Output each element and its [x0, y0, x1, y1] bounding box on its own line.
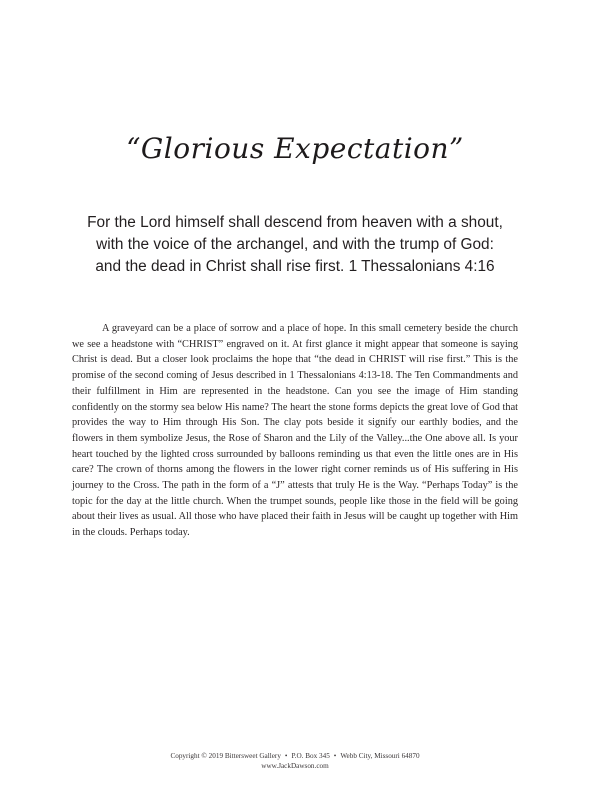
verse-line-2: with the voice of the archangel, and with the trump of God:	[96, 236, 494, 253]
verse-line-1: For the Lord himself shall descend from heaven with a shout,	[87, 214, 503, 231]
footer-city: Webb City, Missouri 64870	[340, 752, 420, 760]
footer-separator: •	[284, 752, 288, 760]
verse-line-3: and the dead in Christ shall rise first. 1 Thessalonians 4:16	[95, 258, 495, 275]
footer-website[interactable]: www.JackDawson.com	[261, 762, 329, 770]
footer-address-row	[0, 751, 590, 761]
footer	[0, 751, 590, 771]
footer-copyright: Copyright © 2019 Bittersweet Gallery	[170, 752, 281, 760]
page-title: “Glorious Expectation”	[126, 132, 464, 165]
scripture-verse	[40, 212, 550, 278]
footer-po-box: P.O. Box 345	[291, 752, 330, 760]
footer-separator: •	[333, 752, 337, 760]
body-paragraph: A graveyard can be a place of sorrow and a place of hope. In this small cemetery beside the church we see a headstone with “CHRIST” engraved on it. At first glance it might appear that someone is saying Christ is dead. But a closer look proclaims the hope that “the dead in CHRIST will rise first.” This is the promise of the second coming of Jesus described in 1 Thessalonians 4:13-18. The Ten Commandments and their fulfillment in Him are represented in the headstone. Can you see the image of Him standing confidently on the stormy sea below His name? The heart the stone forms depicts the great love of God that provides the way to Him through His Son. The clay pots beside it signify our earthly bodies, and the flowers in them symbolize Jesus, the Rose of Sharon and the Lily of the Valley...the One above all. Is your heart touched by the lighted cross surrounded by balloons reminding us that even the little ones are in His care? The crown of thorns among the flowers in the lower right corner reminds us of His suffering in His journey to the Cross. The path in the form of a “J” attests that truly He is the Way. “Perhaps Today” is the topic for the day at the little church. When the trumpet sounds, people like those in the field will be going about their lives as usual. All those who have placed their faith in Jesus will be caught up together with Him in the clouds. Perhaps today.	[72, 323, 518, 539]
